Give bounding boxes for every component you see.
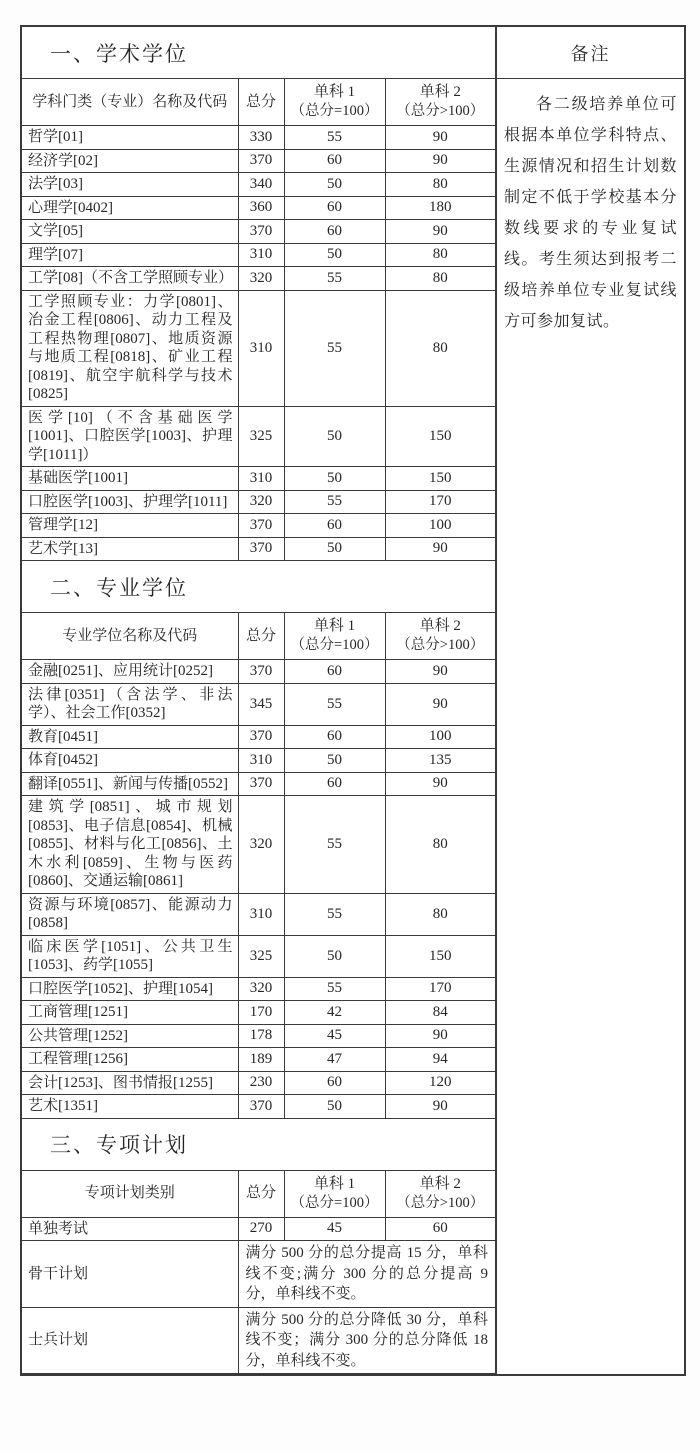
subject2-score-cell: 90 bbox=[385, 149, 495, 173]
subject1-score-cell: 60 bbox=[284, 514, 385, 538]
total-score-cell: 310 bbox=[238, 243, 284, 267]
subject2-note: （总分>100） bbox=[396, 637, 485, 653]
col-header-category: 专项计划类别 bbox=[22, 1171, 238, 1218]
col-header-subject2 bbox=[385, 1171, 495, 1218]
remark-title: 备注 bbox=[497, 27, 684, 79]
table-row bbox=[22, 220, 495, 244]
total-score-cell: 340 bbox=[238, 173, 284, 197]
total-score-cell: 370 bbox=[238, 660, 284, 684]
subject2-score-cell: 80 bbox=[385, 267, 495, 291]
category-cell: 临床医学[1051]、公共卫生[1053]、药学[1055] bbox=[22, 935, 238, 977]
col-header-total-score: 总分 bbox=[238, 613, 284, 660]
subject1-score-cell: 55 bbox=[284, 126, 385, 150]
remark-column bbox=[495, 27, 684, 1374]
col-header-category: 专业学位名称及代码 bbox=[22, 613, 238, 660]
subject1-score-cell: 55 bbox=[284, 490, 385, 514]
table-body bbox=[22, 1217, 495, 1374]
subject2-score-cell: 180 bbox=[385, 196, 495, 220]
table-header bbox=[22, 1171, 495, 1218]
total-score-cell: 230 bbox=[238, 1071, 284, 1095]
total-score-cell: 270 bbox=[238, 1217, 284, 1241]
subject2-score-cell: 150 bbox=[385, 467, 495, 491]
subject2-score-cell: 135 bbox=[385, 749, 495, 773]
subject2-score-cell: 90 bbox=[385, 220, 495, 244]
subject1-note: （总分=100） bbox=[290, 103, 379, 119]
subject1-label: 单科 1 bbox=[313, 84, 356, 100]
header-row bbox=[22, 79, 495, 126]
total-score-cell: 189 bbox=[238, 1048, 284, 1072]
professional-degree-table bbox=[22, 613, 495, 1119]
category-cell: 基础医学[1001] bbox=[22, 467, 238, 491]
category-cell: 体育[0452] bbox=[22, 749, 238, 773]
table-row bbox=[22, 893, 495, 935]
table-row bbox=[22, 514, 495, 538]
total-score-cell: 310 bbox=[238, 290, 284, 406]
total-score-cell: 310 bbox=[238, 893, 284, 935]
section-title-academic: 一、学术学位 bbox=[22, 27, 495, 79]
subject2-score-cell: 80 bbox=[385, 173, 495, 197]
subject1-score-cell: 60 bbox=[284, 1071, 385, 1095]
total-score-cell: 370 bbox=[238, 149, 284, 173]
subject1-score-cell: 60 bbox=[284, 196, 385, 220]
table-row bbox=[22, 1071, 495, 1095]
subject2-note: （总分>100） bbox=[396, 103, 485, 119]
table-row bbox=[22, 149, 495, 173]
subject1-score-cell: 55 bbox=[284, 683, 385, 725]
table-row bbox=[22, 1095, 495, 1119]
total-score-cell: 360 bbox=[238, 196, 284, 220]
category-cell: 资源与环境[0857]、能源动力[0858] bbox=[22, 893, 238, 935]
subject2-score-cell: 80 bbox=[385, 893, 495, 935]
category-cell: 单独考试 bbox=[22, 1217, 238, 1241]
subject2-score-cell: 170 bbox=[385, 977, 495, 1001]
subject1-score-cell: 50 bbox=[284, 243, 385, 267]
table-row bbox=[22, 1024, 495, 1048]
subject2-score-cell: 150 bbox=[385, 935, 495, 977]
table-row bbox=[22, 683, 495, 725]
rule-note-cell: 满分 500 分的总分降低 30 分，单科线不变；满分 300 分的总分降低 18 分，单科线不变。 bbox=[238, 1307, 495, 1374]
category-cell: 工学[08]（不含工学照顾专业） bbox=[22, 267, 238, 291]
section-title-special-plan: 三、专项计划 bbox=[22, 1119, 495, 1171]
table-body bbox=[22, 126, 495, 561]
table-row bbox=[22, 772, 495, 796]
subject1-score-cell: 55 bbox=[284, 267, 385, 291]
category-cell: 艺术[1351] bbox=[22, 1095, 238, 1119]
subject2-score-cell: 84 bbox=[385, 1001, 495, 1025]
total-score-cell: 370 bbox=[238, 537, 284, 561]
col-header-subject1 bbox=[284, 79, 385, 126]
category-cell: 翻译[0551]、新闻与传播[0552] bbox=[22, 772, 238, 796]
subject2-score-cell: 90 bbox=[385, 660, 495, 684]
subject1-score-cell: 50 bbox=[284, 173, 385, 197]
table-row bbox=[22, 1001, 495, 1025]
category-cell: 医学[10]（不含基础医学[1001]、口腔医学[1003]、护理学[1011]） bbox=[22, 406, 238, 467]
total-score-cell: 325 bbox=[238, 406, 284, 467]
total-score-cell: 370 bbox=[238, 725, 284, 749]
score-sections-column bbox=[22, 27, 495, 1374]
category-cell: 心理学[0402] bbox=[22, 196, 238, 220]
header-row bbox=[22, 1171, 495, 1218]
subject1-score-cell: 55 bbox=[284, 893, 385, 935]
table-row bbox=[22, 935, 495, 977]
subject2-score-cell: 100 bbox=[385, 514, 495, 538]
total-score-cell: 310 bbox=[238, 467, 284, 491]
subject2-score-cell: 90 bbox=[385, 126, 495, 150]
subject2-score-cell: 90 bbox=[385, 1024, 495, 1048]
subject1-score-cell: 55 bbox=[284, 290, 385, 406]
category-cell: 金融[0251]、应用统计[0252] bbox=[22, 660, 238, 684]
table-row bbox=[22, 537, 495, 561]
subject2-score-cell: 80 bbox=[385, 290, 495, 406]
subject1-score-cell: 50 bbox=[284, 406, 385, 467]
category-cell: 文学[05] bbox=[22, 220, 238, 244]
table-row bbox=[22, 749, 495, 773]
subject1-label: 单科 1 bbox=[313, 1175, 356, 1192]
col-header-category: 学科门类（专业）名称及代码 bbox=[22, 79, 238, 126]
total-score-cell: 320 bbox=[238, 977, 284, 1001]
category-cell: 艺术学[13] bbox=[22, 537, 238, 561]
category-cell: 会计[1253]、图书情报[1255] bbox=[22, 1071, 238, 1095]
subject2-score-cell: 150 bbox=[385, 406, 495, 467]
category-cell: 教育[0451] bbox=[22, 725, 238, 749]
subject1-score-cell: 45 bbox=[284, 1024, 385, 1048]
col-header-subject1 bbox=[284, 1171, 385, 1218]
table-row bbox=[22, 290, 495, 406]
subject2-label: 单科 2 bbox=[419, 1175, 461, 1192]
subject1-score-cell: 50 bbox=[284, 749, 385, 773]
total-score-cell: 320 bbox=[238, 267, 284, 291]
total-score-cell: 370 bbox=[238, 772, 284, 796]
subject2-label: 单科 2 bbox=[419, 84, 461, 100]
subject1-label: 单科 1 bbox=[313, 618, 356, 634]
table-row bbox=[22, 796, 495, 894]
table-row bbox=[22, 1048, 495, 1072]
category-cell: 士兵计划 bbox=[22, 1307, 238, 1374]
subject1-score-cell: 55 bbox=[284, 977, 385, 1001]
category-cell: 理学[07] bbox=[22, 243, 238, 267]
table-row bbox=[22, 977, 495, 1001]
table-row bbox=[22, 490, 495, 514]
category-cell: 工程管理[1256] bbox=[22, 1048, 238, 1072]
table-body bbox=[22, 660, 495, 1119]
col-header-subject1 bbox=[284, 613, 385, 660]
total-score-cell: 178 bbox=[238, 1024, 284, 1048]
category-cell: 管理学[12] bbox=[22, 514, 238, 538]
total-score-cell: 370 bbox=[238, 514, 284, 538]
subject1-score-cell: 60 bbox=[284, 149, 385, 173]
subject2-score-cell: 94 bbox=[385, 1048, 495, 1072]
category-cell: 哲学[01] bbox=[22, 126, 238, 150]
table-row bbox=[22, 660, 495, 684]
table-row bbox=[22, 1307, 495, 1374]
table-row bbox=[22, 1217, 495, 1241]
total-score-cell: 325 bbox=[238, 935, 284, 977]
academic-degree-table bbox=[22, 79, 495, 561]
remark-body: 各二级培养单位可根据本单位学科特点、生源情况和招生计划数制定不低于学校基本分数线要求的专业复试线。考生须达到报考二级培养单位专业复试线方可参加复试。 bbox=[504, 96, 677, 330]
total-score-cell: 320 bbox=[238, 796, 284, 894]
subject1-score-cell: 45 bbox=[284, 1217, 385, 1241]
subject2-score-cell: 90 bbox=[385, 537, 495, 561]
subject1-score-cell: 50 bbox=[284, 537, 385, 561]
category-cell: 经济学[02] bbox=[22, 149, 238, 173]
subject2-score-cell: 120 bbox=[385, 1071, 495, 1095]
subject1-score-cell: 60 bbox=[284, 725, 385, 749]
total-score-cell: 330 bbox=[238, 126, 284, 150]
total-score-cell: 320 bbox=[238, 490, 284, 514]
subject2-score-cell: 80 bbox=[385, 796, 495, 894]
col-header-total-score: 总分 bbox=[238, 79, 284, 126]
subject2-score-cell: 90 bbox=[385, 772, 495, 796]
col-header-subject2 bbox=[385, 613, 495, 660]
category-cell: 骨干计划 bbox=[22, 1241, 238, 1308]
subject1-score-cell: 60 bbox=[284, 660, 385, 684]
table-row bbox=[22, 1241, 495, 1308]
total-score-cell: 310 bbox=[238, 749, 284, 773]
category-cell: 法学[03] bbox=[22, 173, 238, 197]
header-row bbox=[22, 613, 495, 660]
category-cell: 工学照顾专业：力学[0801]、冶金工程[0806]、动力工程及工程热物理[0807]、地质资源与地质工程[0818]、矿业工程[0819]、航空宇航科学与技术[0825] bbox=[22, 290, 238, 406]
admission-score-document bbox=[20, 25, 686, 1376]
subject2-score-cell: 170 bbox=[385, 490, 495, 514]
total-score-cell: 370 bbox=[238, 1095, 284, 1119]
table-row bbox=[22, 467, 495, 491]
table-header bbox=[22, 79, 495, 126]
category-cell: 口腔医学[1003]、护理学[1011] bbox=[22, 490, 238, 514]
subject2-score-cell: 100 bbox=[385, 725, 495, 749]
subject1-score-cell: 47 bbox=[284, 1048, 385, 1072]
table-row bbox=[22, 173, 495, 197]
subject1-score-cell: 50 bbox=[284, 467, 385, 491]
subject2-label: 单科 2 bbox=[419, 618, 461, 634]
category-cell: 口腔医学[1052]、护理[1054] bbox=[22, 977, 238, 1001]
subject1-score-cell: 50 bbox=[284, 1095, 385, 1119]
subject2-score-cell: 80 bbox=[385, 243, 495, 267]
table-row bbox=[22, 406, 495, 467]
special-plan-table bbox=[22, 1171, 495, 1375]
category-cell: 公共管理[1252] bbox=[22, 1024, 238, 1048]
subject1-score-cell: 42 bbox=[284, 1001, 385, 1025]
section-title-professional: 二、专业学位 bbox=[22, 561, 495, 613]
subject2-score-cell: 90 bbox=[385, 683, 495, 725]
table-row bbox=[22, 126, 495, 150]
subject1-score-cell: 60 bbox=[284, 772, 385, 796]
table-row bbox=[22, 243, 495, 267]
table-header bbox=[22, 613, 495, 660]
category-cell: 法律[0351]（含法学、非法学）、社会工作[0352] bbox=[22, 683, 238, 725]
total-score-cell: 345 bbox=[238, 683, 284, 725]
subject2-score-cell: 90 bbox=[385, 1095, 495, 1119]
table-row bbox=[22, 267, 495, 291]
subject1-note: （总分=100） bbox=[290, 637, 379, 653]
total-score-cell: 170 bbox=[238, 1001, 284, 1025]
subject2-note: （总分>100） bbox=[396, 1194, 485, 1211]
subject1-note: （总分=100） bbox=[290, 1194, 379, 1211]
subject2-score-cell: 60 bbox=[385, 1217, 495, 1241]
col-header-subject2 bbox=[385, 79, 495, 126]
rule-note-cell: 满分 500 分的总分提高 15 分，单科线不变;满分 300 分的总分提高 9 分，单科线不变。 bbox=[238, 1241, 495, 1308]
table-row bbox=[22, 725, 495, 749]
total-score-cell: 370 bbox=[238, 220, 284, 244]
subject1-score-cell: 50 bbox=[284, 935, 385, 977]
subject1-score-cell: 60 bbox=[284, 220, 385, 244]
category-cell: 工商管理[1251] bbox=[22, 1001, 238, 1025]
table-row bbox=[22, 196, 495, 220]
subject1-score-cell: 55 bbox=[284, 796, 385, 894]
category-cell: 建筑学[0851]、城市规划[0853]、电子信息[0854]、机械[0855]、材料与化工[0856]、土木水利[0859]、生物与医药[0860]、交通运输[0861] bbox=[22, 796, 238, 894]
col-header-total-score: 总分 bbox=[238, 1171, 284, 1218]
